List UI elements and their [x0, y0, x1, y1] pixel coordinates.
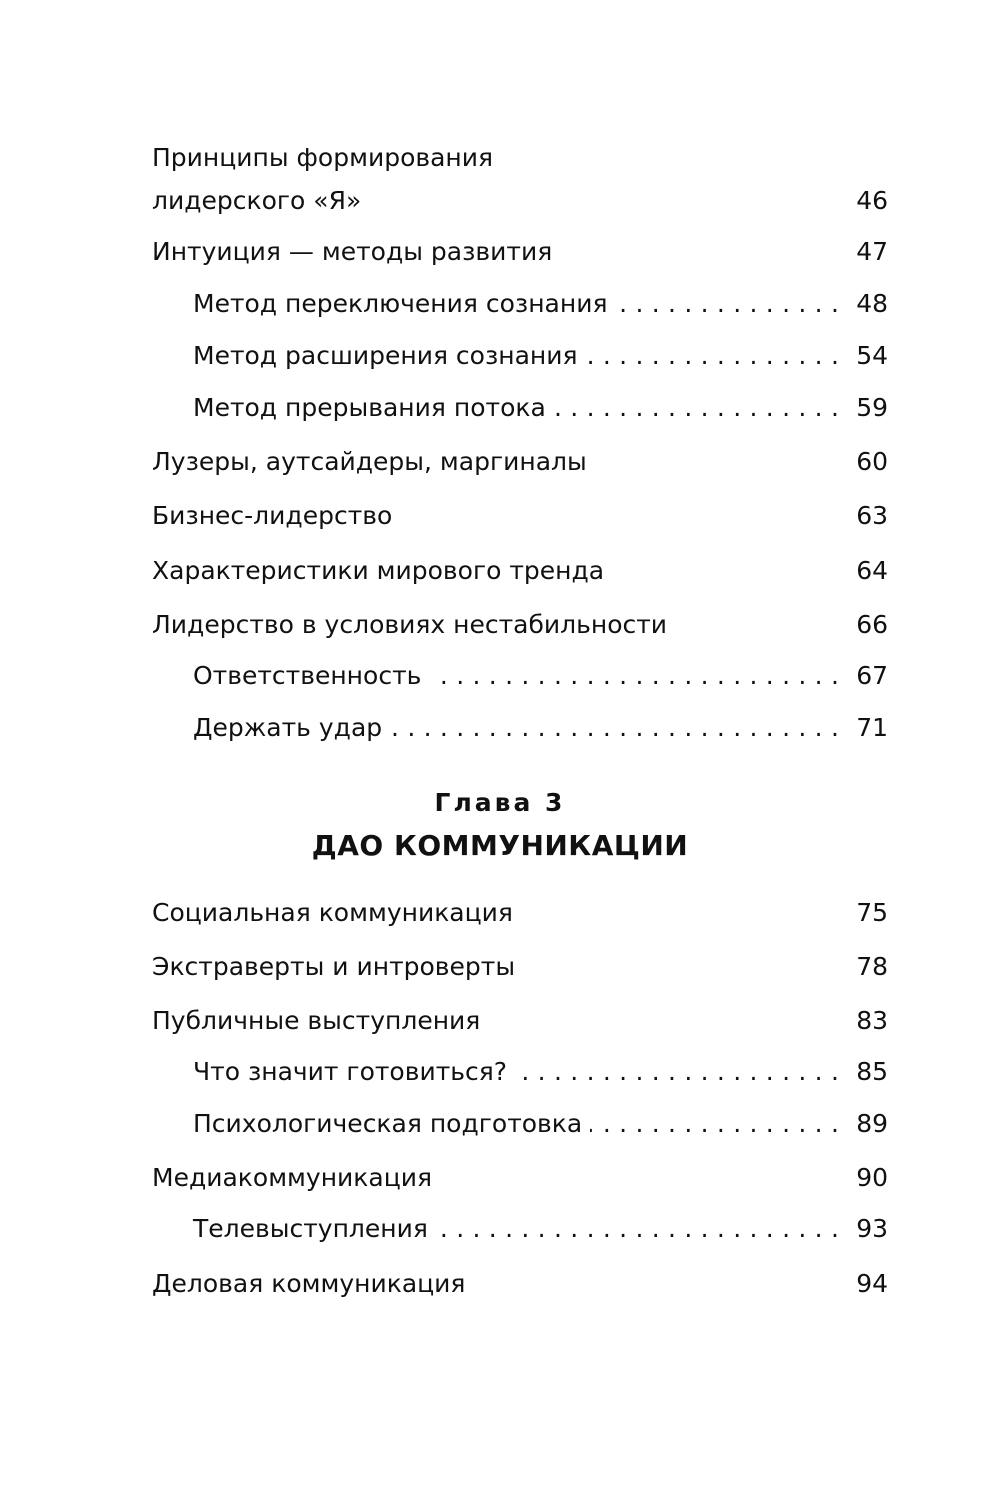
toc-entry-title: Метод переключения сознания: [193, 284, 616, 324]
toc-page-number: 94: [852, 1264, 888, 1304]
toc-page-number: 46: [856, 186, 888, 215]
toc-entry-title: Характеристики мирового тренда: [152, 551, 612, 591]
toc-subentry: [193, 1209, 888, 1249]
toc-subentry: [193, 284, 888, 324]
toc-page-number: 59: [844, 388, 888, 428]
toc-page-number: 75: [852, 893, 888, 933]
toc-subentry: [193, 708, 888, 748]
toc-entry-title: Ответственность: [193, 656, 429, 696]
toc-page-number: 71: [844, 708, 888, 748]
toc-page-number: 48: [844, 284, 888, 324]
toc-entry: [152, 1158, 888, 1198]
toc-entry-title-line: Принципы формирования: [152, 143, 494, 172]
toc-page-number: 64: [852, 551, 888, 591]
toc-subentry: [193, 388, 888, 428]
toc-page-number: 83: [852, 1001, 888, 1041]
toc-entry-title: Социальная коммуникация: [152, 893, 521, 933]
toc-page-number: 54: [844, 336, 888, 376]
toc-entry-title: Бизнес-лидерство: [152, 496, 400, 536]
toc-subentry: [193, 1104, 888, 1144]
toc-subentry: [193, 1052, 888, 1092]
toc-entry-title: Лидерство в условиях нестабильности: [152, 605, 675, 645]
toc-entry-title: Медиакоммуникация: [152, 1158, 440, 1198]
toc-page-number: 67: [844, 656, 888, 696]
chapter-title: ДАО КОММУНИКАЦИИ: [311, 829, 689, 862]
toc-entry-title: Что значит готовиться?: [193, 1052, 515, 1092]
toc-subentry: [193, 656, 888, 696]
toc-page-number: 78: [852, 947, 888, 987]
toc-entry-title: Лузеры, аутсайдеры, маргиналы: [152, 442, 595, 482]
chapter-label: Глава 3: [434, 788, 566, 817]
toc-entry: [152, 605, 888, 645]
toc-entry-title: Метод прерывания потока: [193, 388, 554, 428]
toc-page-number: 93: [844, 1209, 888, 1249]
toc-entry-title: Метод расширения сознания: [193, 336, 586, 376]
toc-entry: [152, 232, 888, 272]
toc-entry-title: Деловая коммуникация: [152, 1264, 473, 1304]
toc-page-number: 63: [852, 496, 888, 536]
toc-page-number: 89: [844, 1104, 888, 1144]
toc-page-number: 85: [844, 1052, 888, 1092]
toc-page-number: 66: [852, 605, 888, 645]
toc-entry: [152, 893, 888, 933]
toc-entry-title: Телевыступления: [193, 1209, 436, 1249]
toc-entry: [152, 136, 888, 222]
toc-entry-title: Публичные выступления: [152, 1001, 488, 1041]
toc-entry: [152, 947, 888, 987]
toc-entry: [152, 442, 888, 482]
toc-entry: [152, 496, 888, 536]
toc-entry: [152, 1001, 888, 1041]
toc-subentry: [193, 336, 888, 376]
toc-entry-title: Экстраверты и интроверты: [152, 947, 523, 987]
toc-entry-title: Интуиция — методы развития: [152, 232, 560, 272]
toc-page-number: 47: [852, 232, 888, 272]
toc-entry-title: Держать удар: [193, 708, 390, 748]
toc-entry: [152, 1264, 888, 1304]
toc-entry-title-line: лидерского «Я»: [152, 186, 362, 215]
toc-entry-title: Психологическая подготовка: [193, 1104, 590, 1144]
toc-entry: [152, 551, 888, 591]
toc-page-number: 90: [852, 1158, 888, 1198]
toc-page-number: 60: [852, 442, 888, 482]
